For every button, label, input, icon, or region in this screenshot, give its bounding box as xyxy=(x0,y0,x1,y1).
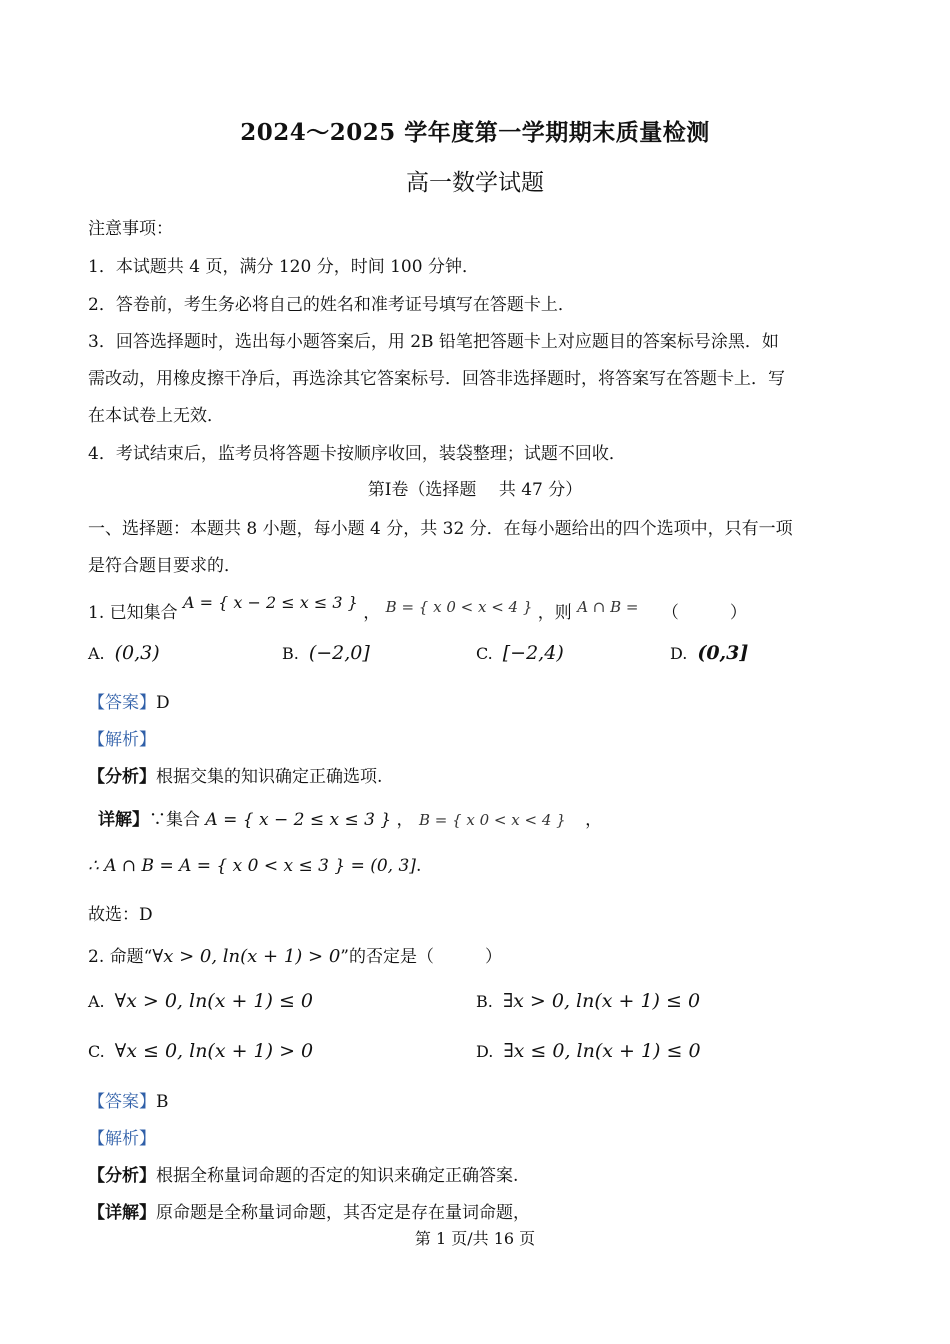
detail-prefix: ∵集合 xyxy=(149,810,200,830)
answer-value: B xyxy=(156,1092,169,1112)
notice-item-4: 4．考试结束后，监考员将答题卡按顺序收回，装袋整理；试题不回收． xyxy=(88,444,626,464)
answer-tag: 【答案】 xyxy=(88,1092,156,1112)
fenxi-tag: 【分析】 xyxy=(88,767,156,787)
detail-set-b: B = { x 0 < x < 4 } xyxy=(418,811,566,829)
therefore-period: . xyxy=(415,856,422,876)
q1-then: ，则 xyxy=(537,603,572,623)
detail-text: 原命题是全称量词命题，其否定是存在量词命题， xyxy=(156,1203,530,1223)
option-label: C. xyxy=(88,1042,105,1061)
answer-tag: 【答案】 xyxy=(88,693,156,713)
q2-analysis-tag: 【解析】 xyxy=(88,1129,156,1149)
fenxi-tag: 【分析】 xyxy=(88,1166,156,1186)
q2-suffix: ”的否定是（ ） xyxy=(340,947,502,967)
option-label: B. xyxy=(282,644,299,663)
q1-option-d xyxy=(670,642,748,664)
q2-option-c xyxy=(88,1040,313,1062)
option-value: ∀x > 0, ln(x + 1) ≤ 0 xyxy=(114,990,314,1012)
q2-detail xyxy=(88,1198,530,1223)
fenxi-text: 根据全称量词命题的否定的知识来确定正确答案. xyxy=(156,1166,519,1186)
q1-paren: （ ） xyxy=(661,603,747,623)
option-label: A. xyxy=(88,644,105,663)
option-value: [−2,4) xyxy=(502,642,564,664)
q1-fenxi xyxy=(88,762,382,787)
q1-option-b xyxy=(282,642,370,664)
q1-comma: ， xyxy=(363,603,381,623)
q2-prefix: 2. 命题“ xyxy=(88,947,153,967)
q2-option-b xyxy=(476,990,700,1012)
q2-stem-math: ∀x > 0, ln(x + 1) > 0 xyxy=(152,946,341,967)
q1-ask: A ∩ B = xyxy=(577,598,639,616)
q2-answer xyxy=(88,1087,169,1112)
q1-option-a xyxy=(88,642,160,664)
option-value: ∃x ≤ 0, ln(x + 1) ≤ 0 xyxy=(503,1040,701,1062)
detail-tag: 【详解】 xyxy=(88,1203,156,1223)
detail-tag: 详解】 xyxy=(98,810,149,830)
detail-end: ， xyxy=(585,810,603,830)
option-label: D. xyxy=(476,1042,494,1061)
option-label: A. xyxy=(88,992,105,1011)
option-label: D. xyxy=(670,644,688,663)
option-value: ∃x > 0, ln(x + 1) ≤ 0 xyxy=(502,990,701,1012)
section-intro-line1: 一、选择题：本题共 8 小题，每小题 4 分，共 32 分．在每小题给出的四个选项中，只有一项 xyxy=(88,519,793,539)
therefore-math: ∴ A ∩ B = A = { x 0 < x ≤ 3 } = (0, 3] xyxy=(88,856,416,876)
notice-heading: 注意事项： xyxy=(88,219,173,239)
notice-item-3-end: 在本试卷上无效． xyxy=(88,406,224,426)
notice-item-3: 3．回答选择题时，选出每小题答案后，用 2B 铅笔把答题卡上对应题目的答案标号涂黑．如 xyxy=(88,332,779,352)
page-subtitle: 高一数学试题 xyxy=(406,170,544,196)
q1-detail xyxy=(98,805,602,830)
notice-item-2: 2．答卷前，考生务必将自己的姓名和准考证号填写在答题卡上． xyxy=(88,295,575,315)
detail-set-a: A = { x − 2 ≤ x ≤ 3 } xyxy=(205,810,392,830)
q1-prefix: 1. 已知集合 xyxy=(88,603,178,623)
q2-option-a xyxy=(88,990,313,1012)
q1-analysis-tag: 【解析】 xyxy=(88,730,156,750)
option-value: (−2,0] xyxy=(308,642,370,664)
detail-comma: ， xyxy=(396,810,414,830)
q1-set-b: B = { x 0 < x < 4 } xyxy=(385,598,533,616)
notice-item-3-cont: 需改动，用橡皮擦干净后，再选涂其它答案标号．回答非选择题时，将答案写在答题卡上．写 xyxy=(88,369,785,389)
q2-stem xyxy=(88,942,502,967)
notice-item-1: 1．本试题共 4 页，满分 120 分，时间 100 分钟． xyxy=(88,257,479,277)
q2-option-d xyxy=(476,1040,701,1062)
q1-choose: 故选：D xyxy=(88,905,153,925)
section-title: 第Ⅰ卷（选择题 共 47 分） xyxy=(367,480,583,500)
answer-value: D xyxy=(156,693,170,713)
section-intro-line2: 是符合题目要求的． xyxy=(88,556,241,576)
q1-set-a: A = { x − 2 ≤ x ≤ 3 } xyxy=(183,593,358,612)
q1-answer xyxy=(88,688,170,713)
option-value: ∀x ≤ 0, ln(x + 1) > 0 xyxy=(114,1040,314,1062)
option-label: B. xyxy=(476,992,493,1011)
q1-option-c xyxy=(476,642,564,664)
option-value: (0,3] xyxy=(697,642,749,664)
q1-stem xyxy=(88,593,747,623)
option-value: (0,3) xyxy=(114,642,160,664)
option-label: C. xyxy=(476,644,493,663)
fenxi-text: 根据交集的知识确定正确选项. xyxy=(156,767,383,787)
q2-fenxi xyxy=(88,1161,518,1186)
q1-therefore xyxy=(88,856,421,876)
page-footer: 第 1 页/共 16 页 xyxy=(414,1229,536,1248)
page-title: 2024～2025 学年度第一学期期末质量检测 xyxy=(240,119,710,146)
